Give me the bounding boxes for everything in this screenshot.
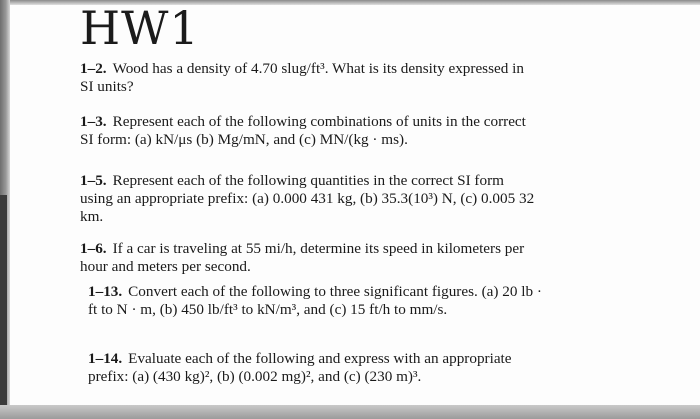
problem-number: 1–2. xyxy=(80,60,107,77)
problem-1-5 xyxy=(80,172,540,226)
page-title: HW1 xyxy=(80,1,200,55)
problem-text: Evaluate each of the following and express with an appropriate prefix: (a) (430 kg)², (b) (0.002 mg)², and (c) (230 m)³. xyxy=(88,350,512,385)
photo-frame-bottom xyxy=(0,405,700,419)
problem-1-3 xyxy=(80,113,540,149)
problem-number: 1–14. xyxy=(88,350,123,367)
problem-text: If a car is traveling at 55 mi/h, determine its speed in kilometers per hour and meters per second. xyxy=(80,240,525,275)
problem-text: Represent each of the following combinations of units in the correct SI form: (a) kN/μs (b) Mg/mN, and (c) MN/(kg · ms). xyxy=(80,113,526,148)
problem-1-14 xyxy=(88,350,550,386)
photo-frame-left-shadow xyxy=(0,195,7,419)
problem-number: 1–13. xyxy=(88,283,123,300)
problem-text: Convert each of the following to three significant figures. (a) 20 lb · ft to N · m, (b) 450 lb/ft³ to kN/m³, and (c) 15 ft/h to mm/s. xyxy=(88,283,542,318)
problem-number: 1–3. xyxy=(80,113,107,130)
problem-1-2 xyxy=(80,60,540,96)
problem-text: Wood has a density of 4.70 slug/ft³. What is its density expressed in SI units? xyxy=(80,60,524,95)
problem-text: Represent each of the following quantities in the correct SI form using an appropriate prefix: (a) 0.000 431 kg, (b) 35.3(10³) N, (c) 0.005 32 km. xyxy=(80,172,535,225)
problem-number: 1–5. xyxy=(80,172,107,189)
problem-number: 1–6. xyxy=(80,240,107,257)
problem-1-13 xyxy=(88,283,550,319)
problem-1-6 xyxy=(80,240,540,276)
